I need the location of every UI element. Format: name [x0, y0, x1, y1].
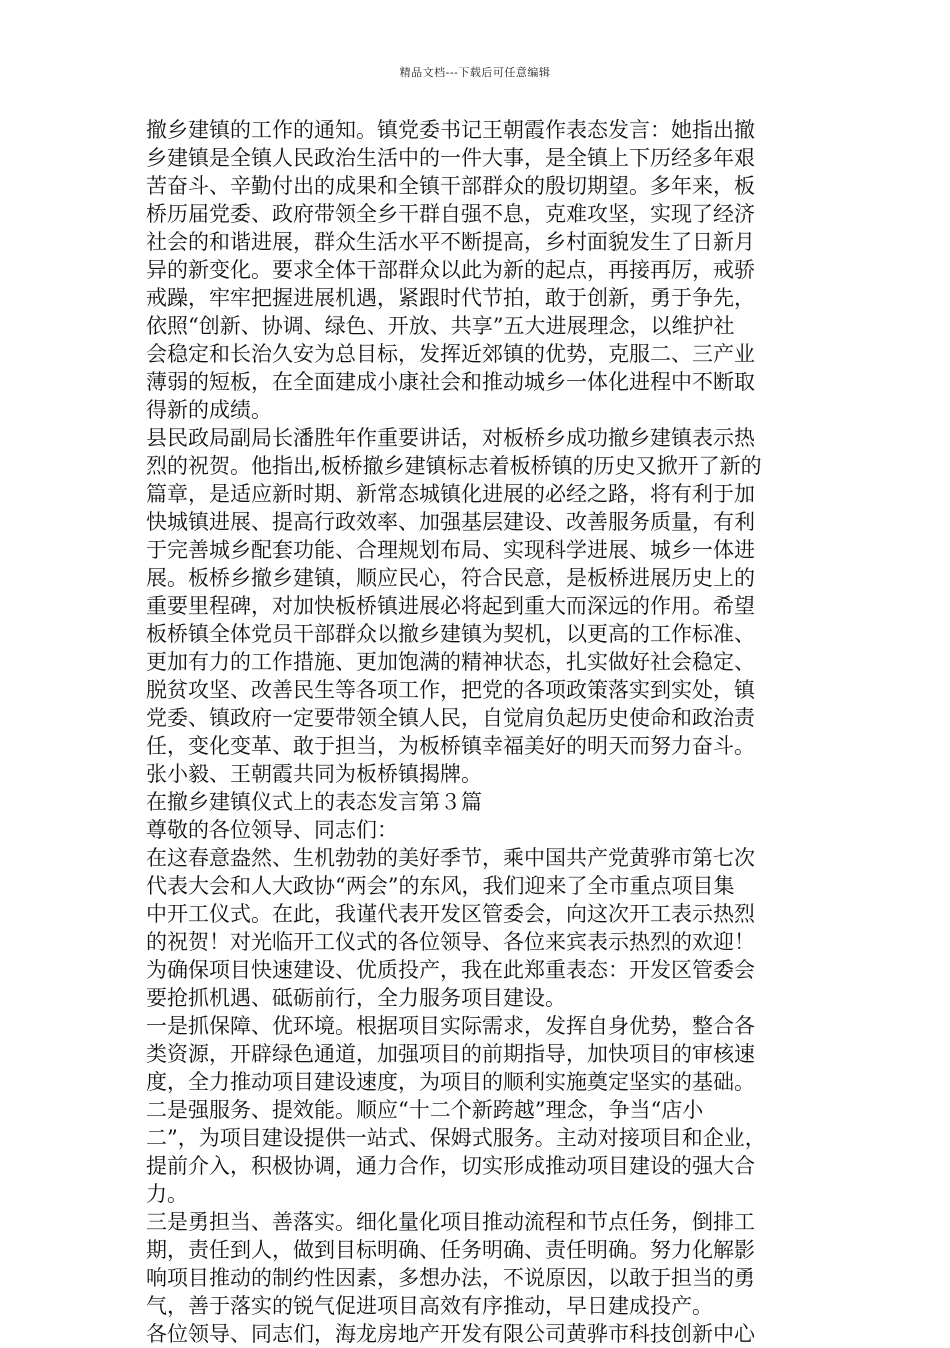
text-line: 期，责任到人，做到目标明确、任务明确、责任明确。努力化解影	[146, 1238, 755, 1262]
section-heading: 在撤乡建镇仪式上的表态发言第３篇	[146, 790, 482, 814]
text-line: 更加有力的工作措施、更加饱满的精神状态，扎实做好社会稳定、	[146, 650, 755, 674]
text-line: 依照“创新、协调、绿色、开放、共享”五大进展理念，以维护社	[146, 314, 735, 338]
text-line: 展。板桥乡撤乡建镇，顺应民心，符合民意，是板桥进展历史上的	[146, 566, 755, 590]
salutation: 尊敬的各位领导、同志们：	[146, 818, 398, 842]
text-line: 力。	[146, 1182, 188, 1206]
text-line: 响项目推动的制约性因素，多想办法，不说原因，以敢于担当的勇	[146, 1266, 755, 1290]
text-line: 二是强服务、提效能。顺应“十二个新跨越”理念，争当“店小	[146, 1098, 704, 1122]
text-line: 三是勇担当、善落实。细化量化项目推动流程和节点任务，倒排工	[146, 1210, 755, 1234]
text-line: 苦奋斗、辛勤付出的成果和全镇干部群众的殷切期望。多年来，板	[146, 174, 755, 198]
text-line: 张小毅、王朝霞共同为板桥镇揭牌。	[146, 762, 482, 786]
text-line: 撤乡建镇的工作的通知。镇党委书记王朝霞作表态发言：她指出撤	[146, 118, 755, 142]
text-line: 快城镇进展、提高行政效率、加强基层建设、改善服务质量，有利	[146, 510, 755, 534]
text-line: 烈的祝贺。他指出,板桥撤乡建镇标志着板桥镇的历史又掀开了新的	[146, 454, 762, 478]
text-line: 脱贫攻坚、改善民生等各项工作，把党的各项政策落实到实处，镇	[146, 678, 755, 702]
text-line: 于完善城乡配套功能、合理规划布局、实现科学进展、城乡一体进	[146, 538, 755, 562]
text-line: 党委、镇政府一定要带领全镇人民，自觉肩负起历史使命和政治责	[146, 706, 755, 730]
text-line: 重要里程碑，对加快板桥镇进展必将起到重大而深远的作用。希望	[146, 594, 755, 618]
text-line: 各位领导、同志们，海龙房地产开发有限公司黄骅市科技创新中心	[146, 1322, 755, 1346]
text-line: 要抢抓机遇、砥砺前行，全力服务项目建设。	[146, 986, 566, 1010]
text-line: 提前介入，积极协调，通力合作，切实形成推动项目建设的强大合	[146, 1154, 755, 1178]
text-line: 代表大会和人大政协“两会”的东风，我们迎来了全市重点项目集	[146, 874, 735, 898]
text-line: 会稳定和长治久安为总目标，发挥近郊镇的优势，克服二、三产业	[146, 342, 755, 366]
text-line: 异的新变化。要求全体干部群众以此为新的起点，再接再厉，戒骄	[146, 258, 755, 282]
text-line: 一是抓保障、优环境。根据项目实际需求，发挥自身优势，整合各	[146, 1014, 755, 1038]
text-line: 桥历届党委、政府带领全乡干群自强不息，克难攻坚，实现了经济	[146, 202, 755, 226]
text-line: 乡建镇是全镇人民政治生活中的一件大事，是全镇上下历经多年艰	[146, 146, 755, 170]
text-line: 得新的成绩。	[146, 398, 272, 422]
text-line: 为确保项目快速建设、优质投产，我在此郑重表态：开发区管委会	[146, 958, 755, 982]
text-line: 气，善于落实的锐气促进项目高效有序推动，早日建成投产。	[146, 1294, 713, 1318]
text-line: 的祝贺！对光临开工仪式的各位领导、各位来宾表示热烈的欢迎！	[146, 930, 755, 954]
page-header: 精品文档---下载后可任意编辑	[399, 66, 551, 79]
text-line: 任，变化变革、敢于担当，为板桥镇幸福美好的明天而努力奋斗。	[146, 734, 755, 758]
document-body	[146, 116, 816, 1348]
text-line: 薄弱的短板，在全面建成小康社会和推动城乡一体化进程中不断取	[146, 370, 755, 394]
text-line: 类资源，开辟绿色通道，加强项目的前期指导，加快项目的审核速	[146, 1042, 755, 1066]
text-line: 县民政局副局长潘胜年作重要讲话，对板桥乡成功撤乡建镇表示热	[146, 426, 755, 450]
text-line: 中开工仪式。在此，我谨代表开发区管委会，向这次开工表示热烈	[146, 902, 755, 926]
text-line: 板桥镇全体党员干部群众以撤乡建镇为契机，以更高的工作标准、	[146, 622, 755, 646]
text-line: 度，全力推动项目建设速度，为项目的顺利实施奠定坚实的基础。	[146, 1070, 755, 1094]
text-line: 篇章，是适应新时期、新常态城镇化进展的必经之路，将有利于加	[146, 482, 755, 506]
text-line: 戒躁，牢牢把握进展机遇，紧跟时代节拍，敢于创新，勇于争先，	[146, 286, 755, 310]
text-line: 在这春意盎然、生机勃勃的美好季节，乘中国共产党黄骅市第七次	[146, 846, 755, 870]
text-line: 二”，为项目建设提供一站式、保姆式服务。主动对接项目和企业，	[146, 1126, 766, 1150]
text-line: 社会的和谐进展，群众生活水平不断提高，乡村面貌发生了日新月	[146, 230, 755, 254]
